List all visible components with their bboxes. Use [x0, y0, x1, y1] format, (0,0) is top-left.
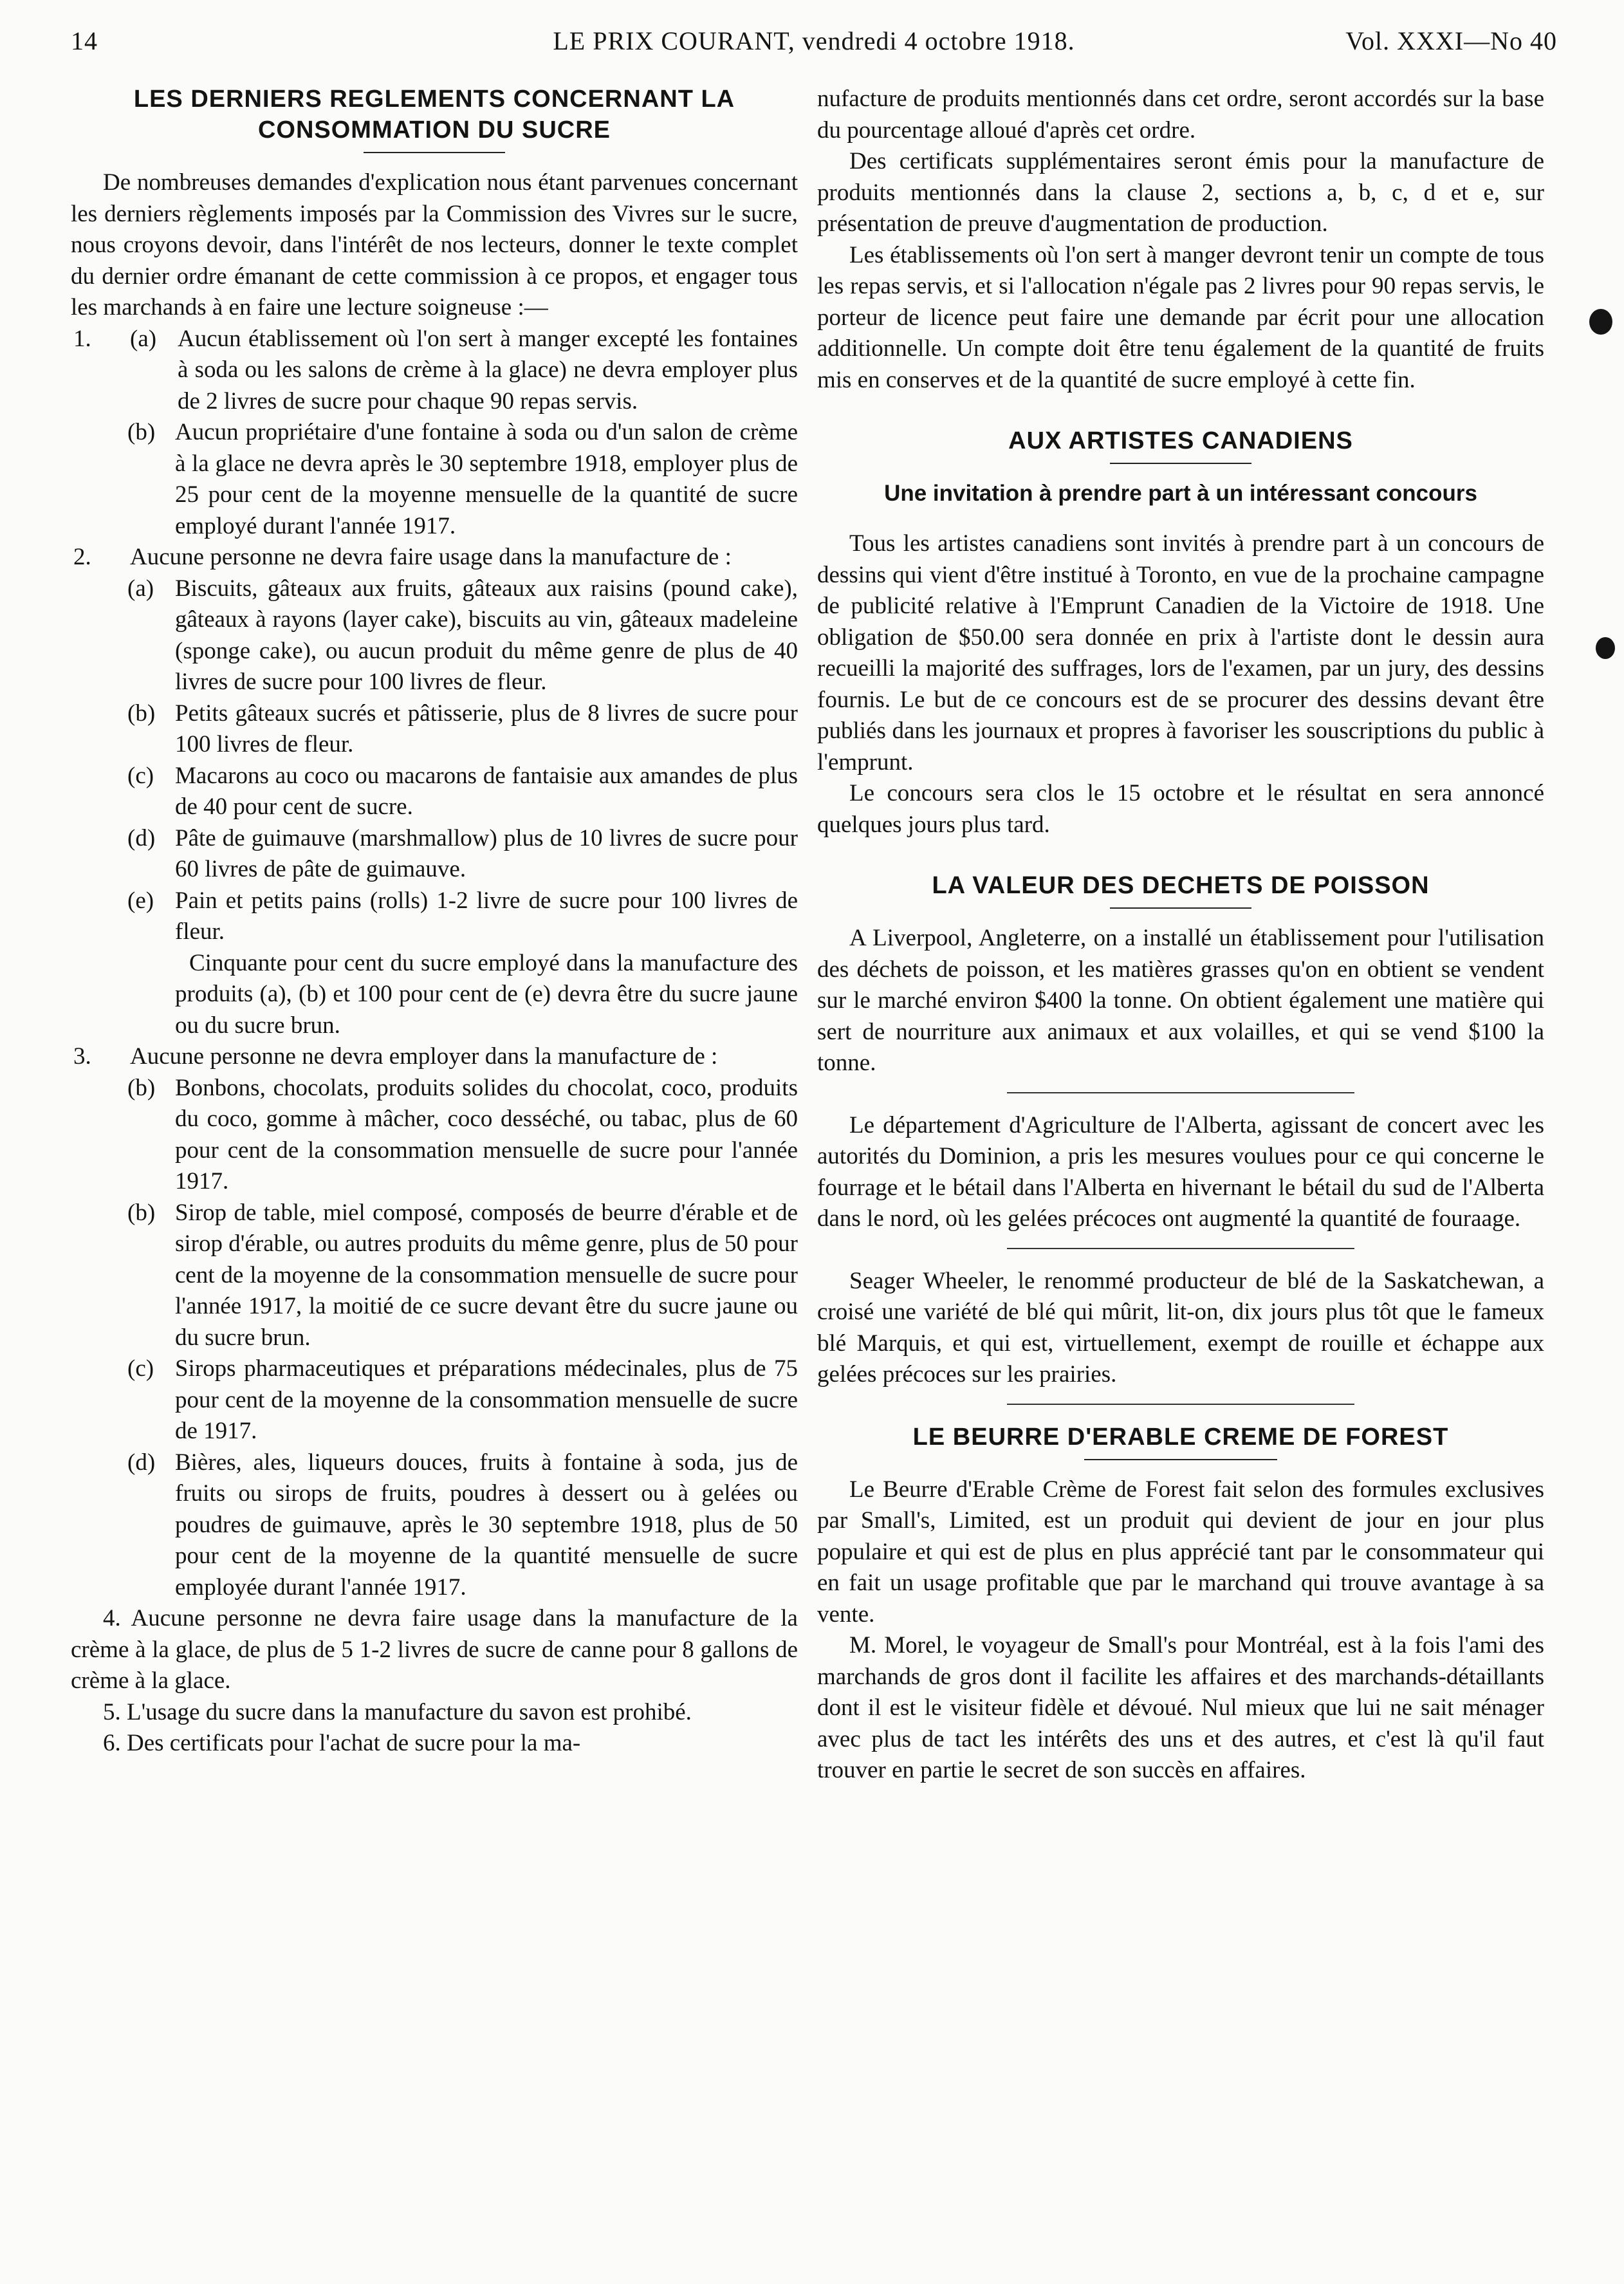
intro-paragraph: De nombreuses demandes d'explication nous étant parvenues concernant les derniers règlements imposés par la Commission des Vivres sur le sucre, nous croyons devoir, dans l'intérêt de nos lecteurs, donner le texte complet du dernier ordre émanant de cette commission à ce propos, et engager tous les marchands à en faire une lecture soigneuse :— — [71, 169, 798, 320]
item-label: (a) — [130, 325, 157, 352]
rule-item-3 — [71, 1041, 798, 1073]
item-text: Pain et petits pains (rolls) 1-2 livre de sucre pour 100 livres de fleur. — [175, 887, 798, 945]
artistes-paragraph-1: Tous les artistes canadiens sont invités à prendre part à un concours de dessins qui vient d'être institué à Toronto, en vue de la prochaine campagne de publicité relative à l'Emprunt Canadien de la Victoire de 1918. Une obligation de $50.00 sera donnée en prix à l'artiste dont le dessin aura recueilli la majorité des suffrages, lors de l'examen, par un jury, des dessins fournis. Le but de ce concours est de se procurer des dessins devant être publiés dans les journaux et propres à favoriser les souscriptions du public à l'emprunt. — [817, 530, 1544, 775]
left-column — [71, 84, 798, 2259]
item-text: Aucune personne ne devra faire usage dans la manufacture de : — [130, 544, 732, 570]
item-text: Petits gâteaux sucrés et pâtisserie, plus de 8 livres de sucre pour 100 livres de fleur. — [175, 700, 798, 757]
item-text: L'usage du sucre dans la manufacture du savon est prohibé. — [127, 1698, 692, 1725]
item-number: 2. — [73, 544, 91, 570]
item-text: Aucun propriétaire d'une fontaine à soda ou d'un salon de crème à la glace ne devra après le 30 septembre 1918, employer plus de 25 pour cent de la moyenne mensuelle de la quantité de sucre employé durant l'année 1917. — [175, 419, 798, 539]
rule-item-2d — [71, 823, 798, 886]
item-number: 6. — [103, 1730, 121, 1756]
right-column — [817, 84, 1544, 2259]
alberta-paragraph: Le département d'Agriculture de l'Alberta, agissant de concert avec les autorités du Dominion, a pris les mesures voulues pour ce qui concerne le fourrage et le bétail dans l'Alberta en hivernant le bétail du sud de l'Alberta dans le nord, où les gelées précoces ont augmenté la quantité de fouraage. — [817, 1111, 1544, 1232]
continuation-paragraph: nufacture de produits mentionnés dans cet ordre, seront accordés sur la base du pourcentage alloué d'après cet ordre. — [817, 86, 1544, 144]
binding-hole-mark — [1596, 637, 1615, 659]
item-label: (e) — [127, 887, 154, 914]
item-text: Pâte de guimauve (marshmallow) plus de 10 livres de sucre pour 60 livres de pâte de guimauve. — [175, 824, 798, 882]
rule-item-3b2 — [71, 1198, 798, 1354]
title-rule — [1110, 907, 1251, 909]
binding-hole-mark — [1589, 309, 1612, 335]
item-label: (d) — [127, 1449, 156, 1476]
item-text: Aucune personne ne devra faire usage dans la manufacture de la crème à la glace, de plus de 5 1-2 livres de sucre de canne pour 8 gallons de crème à la glace. — [71, 1605, 798, 1694]
item-text: Bonbons, chocolats, produits solides du chocolat, coco, produits du coco, gomme à mâcher, coco desséché, ou tabac, plus de 60 pour cent de la consommation mensuelle de sucre pour l'année 1917. — [175, 1074, 798, 1194]
rule-item-5 — [71, 1697, 798, 1729]
article-title-artistes: AUX ARTISTES CANADIENS — [1008, 427, 1353, 454]
item-text: Sirop de table, miel composé, composés de beurre d'érable et de sirop d'érable, ou autres produits du même genre, plus de 50 pour cent de la moyenne de la consommation mensuelle de sucre pour l'année 1917, la moitié de ce sucre devant être du sucre jaune ou du sucre brun. — [175, 1199, 798, 1351]
item-label: (b) — [127, 1199, 156, 1226]
item-number: 3. — [73, 1043, 91, 1070]
page-header — [71, 26, 1557, 64]
item-label: (c) — [127, 762, 154, 789]
rule-item-3b1 — [71, 1073, 798, 1198]
item-label: (b) — [127, 419, 156, 445]
page-number: 14 — [71, 26, 98, 55]
beurre-paragraph-2: M. Morel, le voyageur de Small's pour Montréal, est à la fois l'ami des marchands de gros dont il facilite les affaires et des marchands-détaillants dont il est le visiteur fidèle et dévoué. Nul mieux que lui ne sait ménager avec plus de tact les intérêts des uns et des autres, et c'est là qu'il faut trouver en partie le secret de son succès en affaires. — [817, 1632, 1544, 1783]
rule-item-6 — [71, 1728, 798, 1759]
rule-item-2e — [71, 886, 798, 948]
certificats-paragraph: Des certificats supplémentaires seront émis pour la manufacture de produits mentionnés dans la clause 2, sections a, b, c, d et e, sur présentation de preuve d'augmentation de production. — [817, 148, 1544, 237]
item-number: 5. — [103, 1698, 121, 1725]
article-title-sucre: LES DERNIERS REGLEMENTS CONCERNANT LA CONSOMMATION DU SUCRE — [133, 86, 735, 144]
rule-item-1 — [71, 324, 798, 418]
title-rule — [1110, 463, 1251, 464]
wheeler-paragraph: Seager Wheeler, le renommé producteur de blé de la Saskatchewan, a croisé une variété de blé qui mûrit, lit-on, dix jours plus tôt que le fameux blé Marquis, et qui est, virtuellement, exempt de rouille et échappe aux gelées précoces sur les prairies. — [817, 1267, 1544, 1388]
artistes-paragraph-2: Le concours sera clos le 15 octobre et le résultat en sera annoncé quelques jours plus tard. — [817, 780, 1544, 838]
item-text: Bières, ales, liqueurs douces, fruits à fontaine à soda, jus de fruits ou sirops de fruits, poudres à dessert ou à gelées ou poudres de guimauve, après le 30 septembre 1918, plus de 50 pour cent de la moyenne de la quantité mensuelle de sucre employée durant l'année 1917. — [175, 1449, 798, 1601]
volume-number: Vol. XXXI—No 40 — [1345, 26, 1557, 55]
rule-item-2-note: Cinquante pour cent du sucre employé dans la manufacture des produits (a), (b) et 100 pour cent de (e) devra être du sucre jaune ou du sucre brun. — [175, 949, 798, 1039]
item-text: Des certificats pour l'achat de sucre pour la ma- — [127, 1730, 581, 1756]
rule-item-2b — [71, 698, 798, 761]
item-label: (d) — [127, 824, 156, 851]
etablissements-paragraph: Les établissements où l'on sert à manger devront tenir un compte de tous les repas servis, et si l'allocation n'égale pas 2 livres pour 90 repas servis, le porteur de licence peut faire une demande par écrit pour une allocation additionnelle. Un compte doit être tenu également de la quantité de fruits mis en conserves et de la quantité de sucre employé à cette fin. — [817, 241, 1544, 393]
item-text: Sirops pharmaceutiques et préparations médecinales, plus de 75 pour cent de la moyenne de la consommation mensuelle de sucre de 1917. — [175, 1355, 798, 1444]
article-subtitle-artistes: Une invitation à prendre part à un intéressant concours — [884, 481, 1477, 506]
article-title-poisson: LA VALEUR DES DECHETS DE POISSON — [932, 872, 1430, 899]
rule-item-4 — [71, 1603, 798, 1697]
item-text: Biscuits, gâteaux aux fruits, gâteaux aux raisins (pound cake), gâteaux à rayons (layer cake), biscuits au vin, gâteaux madeleine (sponge cake), ou aucun produit du même genre de plus de 40 livres de sucre pour 100 livres de fleur. — [175, 575, 798, 695]
section-separator — [1007, 1248, 1354, 1249]
item-number: 4. — [103, 1605, 121, 1631]
item-label: (c) — [127, 1355, 154, 1382]
section-separator — [1007, 1404, 1354, 1405]
item-number: 1. — [73, 325, 91, 352]
rule-item-2 — [71, 542, 798, 573]
rule-item-3c — [71, 1353, 798, 1447]
rule-item-2c — [71, 761, 798, 823]
item-text: Aucun établissement où l'on sert à manger excepté les fontaines à soda ou les salons de crème à la glace) ne devra employer plus de 2 livres de sucre pour chaque 90 repas servis. — [178, 325, 798, 414]
item-label: (b) — [127, 1074, 156, 1101]
section-separator — [1007, 1092, 1354, 1093]
article-title-beurre: LE BEURRE D'ERABLE CREME DE FOREST — [912, 1423, 1449, 1451]
item-text: Macarons au coco ou macarons de fantaisie aux amandes de plus de 40 pour cent de sucre. — [175, 762, 798, 820]
item-text: Aucune personne ne devra employer dans la manufacture de : — [130, 1043, 718, 1070]
rule-item-2a — [71, 573, 798, 698]
title-rule — [364, 152, 505, 153]
beurre-paragraph-1: Le Beurre d'Erable Crème de Forest fait selon des formules exclusives par Small's, Limited, est un produit qui devient de jour en jour plus populaire et qui est de plus en plus apprécié tant par le consommateur qui en fait un usage profitable que par le marchand qui trouve avantage à sa vente. — [817, 1476, 1544, 1628]
title-rule — [1084, 1459, 1277, 1460]
item-label: (b) — [127, 700, 156, 727]
rule-item-1b — [71, 417, 798, 542]
rule-item-3d — [71, 1447, 798, 1604]
poisson-paragraph: A Liverpool, Angleterre, on a installé un établissement pour l'utilisation des déchets de poisson, et les matières grasses qu'on en obtient se vendent sur le marché environ $400 la tonne. On obtient également une matière qui sert de nourriture aux animaux et aux volailles, et qui se vend $100 la tonne. — [817, 925, 1544, 1076]
item-label: (a) — [127, 575, 154, 602]
publication-line: LE PRIX COURANT, vendredi 4 octobre 1918. — [553, 26, 1075, 55]
